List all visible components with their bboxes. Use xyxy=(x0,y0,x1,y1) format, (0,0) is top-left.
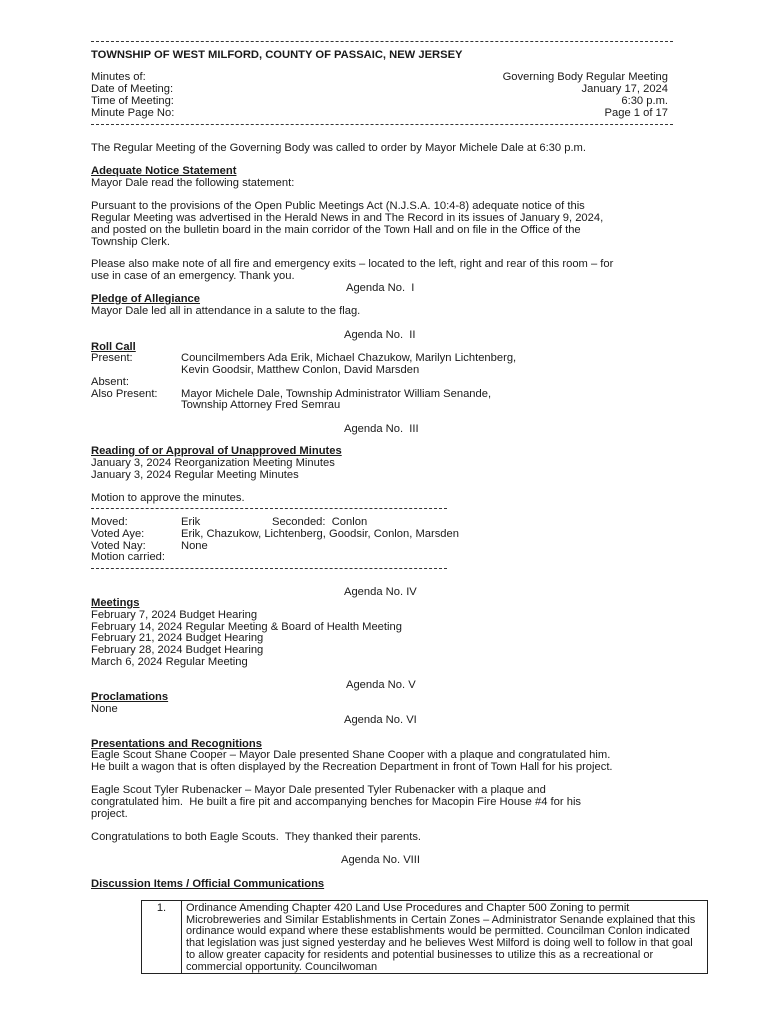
agenda-label: Agenda No. VI xyxy=(344,714,417,726)
agenda-label: Agenda No. III xyxy=(344,423,419,435)
header-value-time: 6:30 p.m. xyxy=(621,95,668,107)
agenda-label: Agenda No. II xyxy=(344,329,416,341)
presentation-line: He built a wagon that is often displayed by the Recreation Department in front of Town Hall for his project. xyxy=(91,761,613,773)
header-value-date: January 17, 2024 xyxy=(581,83,668,95)
present-names: Kevin Goodsir, Matthew Conlon, David Marsden xyxy=(181,364,420,376)
meeting-item: February 28, 2024 Budget Hearing xyxy=(91,644,264,656)
also-present-label: Also Present: xyxy=(91,388,158,400)
congratulations-line: Congratulations to both Eagle Scouts. They thanked their parents. xyxy=(91,831,422,843)
meeting-item: February 21, 2024 Budget Hearing xyxy=(91,632,264,644)
header-label-time: Time of Meeting: xyxy=(91,95,174,107)
aye-label: Voted Aye: xyxy=(91,528,145,540)
presentation-line: congratulated him. He built a fire pit and accompanying benches for Macopin Fire House #4 for his xyxy=(91,796,582,808)
meeting-item: February 7, 2024 Budget Hearing xyxy=(91,609,258,621)
meeting-item: February 14, 2024 Regular Meeting & Board of Health Meeting xyxy=(91,621,402,633)
divider-line xyxy=(91,41,673,43)
pledge-heading: Pledge of Allegiance xyxy=(91,293,201,305)
notice-para-line: Regular Meeting was advertised in the Herald News in and The Record in its issues of January 9, 2024, xyxy=(91,212,604,224)
meeting-item: March 6, 2024 Regular Meeting xyxy=(91,656,248,668)
agenda-label: Agenda No. VIII xyxy=(341,854,420,866)
header-label-page: Minute Page No: xyxy=(91,107,175,119)
item-text: Ordinance Amending Chapter 420 Land Use Procedures and Chapter 500 Zoning to permit Microbreweries and Similar Establishments in Certain Zones – Administrator Senande explained that this ordinance would expand where these establishments would be permitted. Councilman Conlon indicated that legislation was just signed yesterday and he believes West Milford is doing well to follow in that goal to allow greater capacity for residents and potential businesses to utilize this as a recreational or commercial opportunity. Councilwoman xyxy=(186,902,696,973)
seconded-value: Seconded: Conlon xyxy=(272,516,368,528)
present-names: Councilmembers Ada Erik, Michael Chazukow, Marilyn Lichtenberg, xyxy=(181,352,517,364)
nay-label: Voted Nay: xyxy=(91,540,146,552)
present-label: Present: xyxy=(91,352,133,364)
presentation-line: Eagle Scout Tyler Rubenacker – Mayor Dale presented Tyler Rubenacker with a plaque and xyxy=(91,784,546,796)
divider-line xyxy=(91,124,673,126)
document-title: TOWNSHIP OF WEST MILFORD, COUNTY OF PASSAIC, NEW JERSEY xyxy=(91,49,463,61)
pledge-line: Mayor Dale led all in attendance in a salute to the flag. xyxy=(91,305,361,317)
motion-text: Motion to approve the minutes. xyxy=(91,492,245,504)
roll-heading: Roll Call xyxy=(91,341,136,353)
notice-heading: Adequate Notice Statement xyxy=(91,165,237,177)
divider-line xyxy=(91,508,447,510)
proclamations-heading: Proclamations xyxy=(91,691,169,703)
presentation-line: project. xyxy=(91,808,128,820)
proclamations-line: None xyxy=(91,703,118,715)
also-present-names: Mayor Michele Dale, Township Administrator William Senande, xyxy=(181,388,492,400)
header-label-minutes: Minutes of: xyxy=(91,71,146,83)
minutes-item: January 3, 2024 Regular Meeting Minutes xyxy=(91,469,299,481)
agenda-label: Agenda No. I xyxy=(346,282,415,294)
item-number: 1. xyxy=(142,901,182,973)
agenda-label: Agenda No. IV xyxy=(344,586,417,598)
nay-value: None xyxy=(181,540,208,552)
exits-para-line: Please also make note of all fire and emergency exits – located to the left, right and rear of this room – for xyxy=(91,258,614,270)
discussion-table xyxy=(141,900,708,974)
presentations-heading: Presentations and Recognitions xyxy=(91,738,262,750)
intro-text: The Regular Meeting of the Governing Body was called to order by Mayor Michele Dale at 6:30 p.m. xyxy=(91,142,586,154)
meetings-heading: Meetings xyxy=(91,597,140,609)
header-value-page: Page 1 of 17 xyxy=(604,107,668,119)
divider-line xyxy=(91,568,447,570)
moved-label: Moved: xyxy=(91,516,128,528)
exits-para-line: use in case of an emergency. Thank you. xyxy=(91,270,295,282)
notice-para-line: and posted on the bulletin board in the main corridor of the Town Hall and on file in the Office of the xyxy=(91,224,581,236)
header-value-minutes: Governing Body Regular Meeting xyxy=(502,71,668,83)
minutes-item: January 3, 2024 Reorganization Meeting Minutes xyxy=(91,457,335,469)
notice-line: Mayor Dale read the following statement: xyxy=(91,177,295,189)
minutes-heading: Reading of or Approval of Unapproved Minutes xyxy=(91,445,342,457)
aye-value: Erik, Chazukow, Lichtenberg, Goodsir, Conlon, Marsden xyxy=(181,528,459,540)
agenda-label: Agenda No. V xyxy=(346,679,416,691)
presentation-line: Eagle Scout Shane Cooper – Mayor Dale presented Shane Cooper with a plaque and congratulated him. xyxy=(91,749,611,761)
motion-carried: Motion carried: xyxy=(91,551,165,563)
absent-label: Absent: xyxy=(91,376,129,388)
header-label-date: Date of Meeting: xyxy=(91,83,174,95)
moved-value: Erik xyxy=(181,516,201,528)
discussion-heading: Discussion Items / Official Communications xyxy=(91,878,325,890)
also-present-names: Township Attorney Fred Semrau xyxy=(181,399,341,411)
notice-para-line: Pursuant to the provisions of the Open Public Meetings Act (N.J.S.A. 10:4-8) adequate notice of this xyxy=(91,200,585,212)
notice-para-line: Township Clerk. xyxy=(91,236,170,248)
